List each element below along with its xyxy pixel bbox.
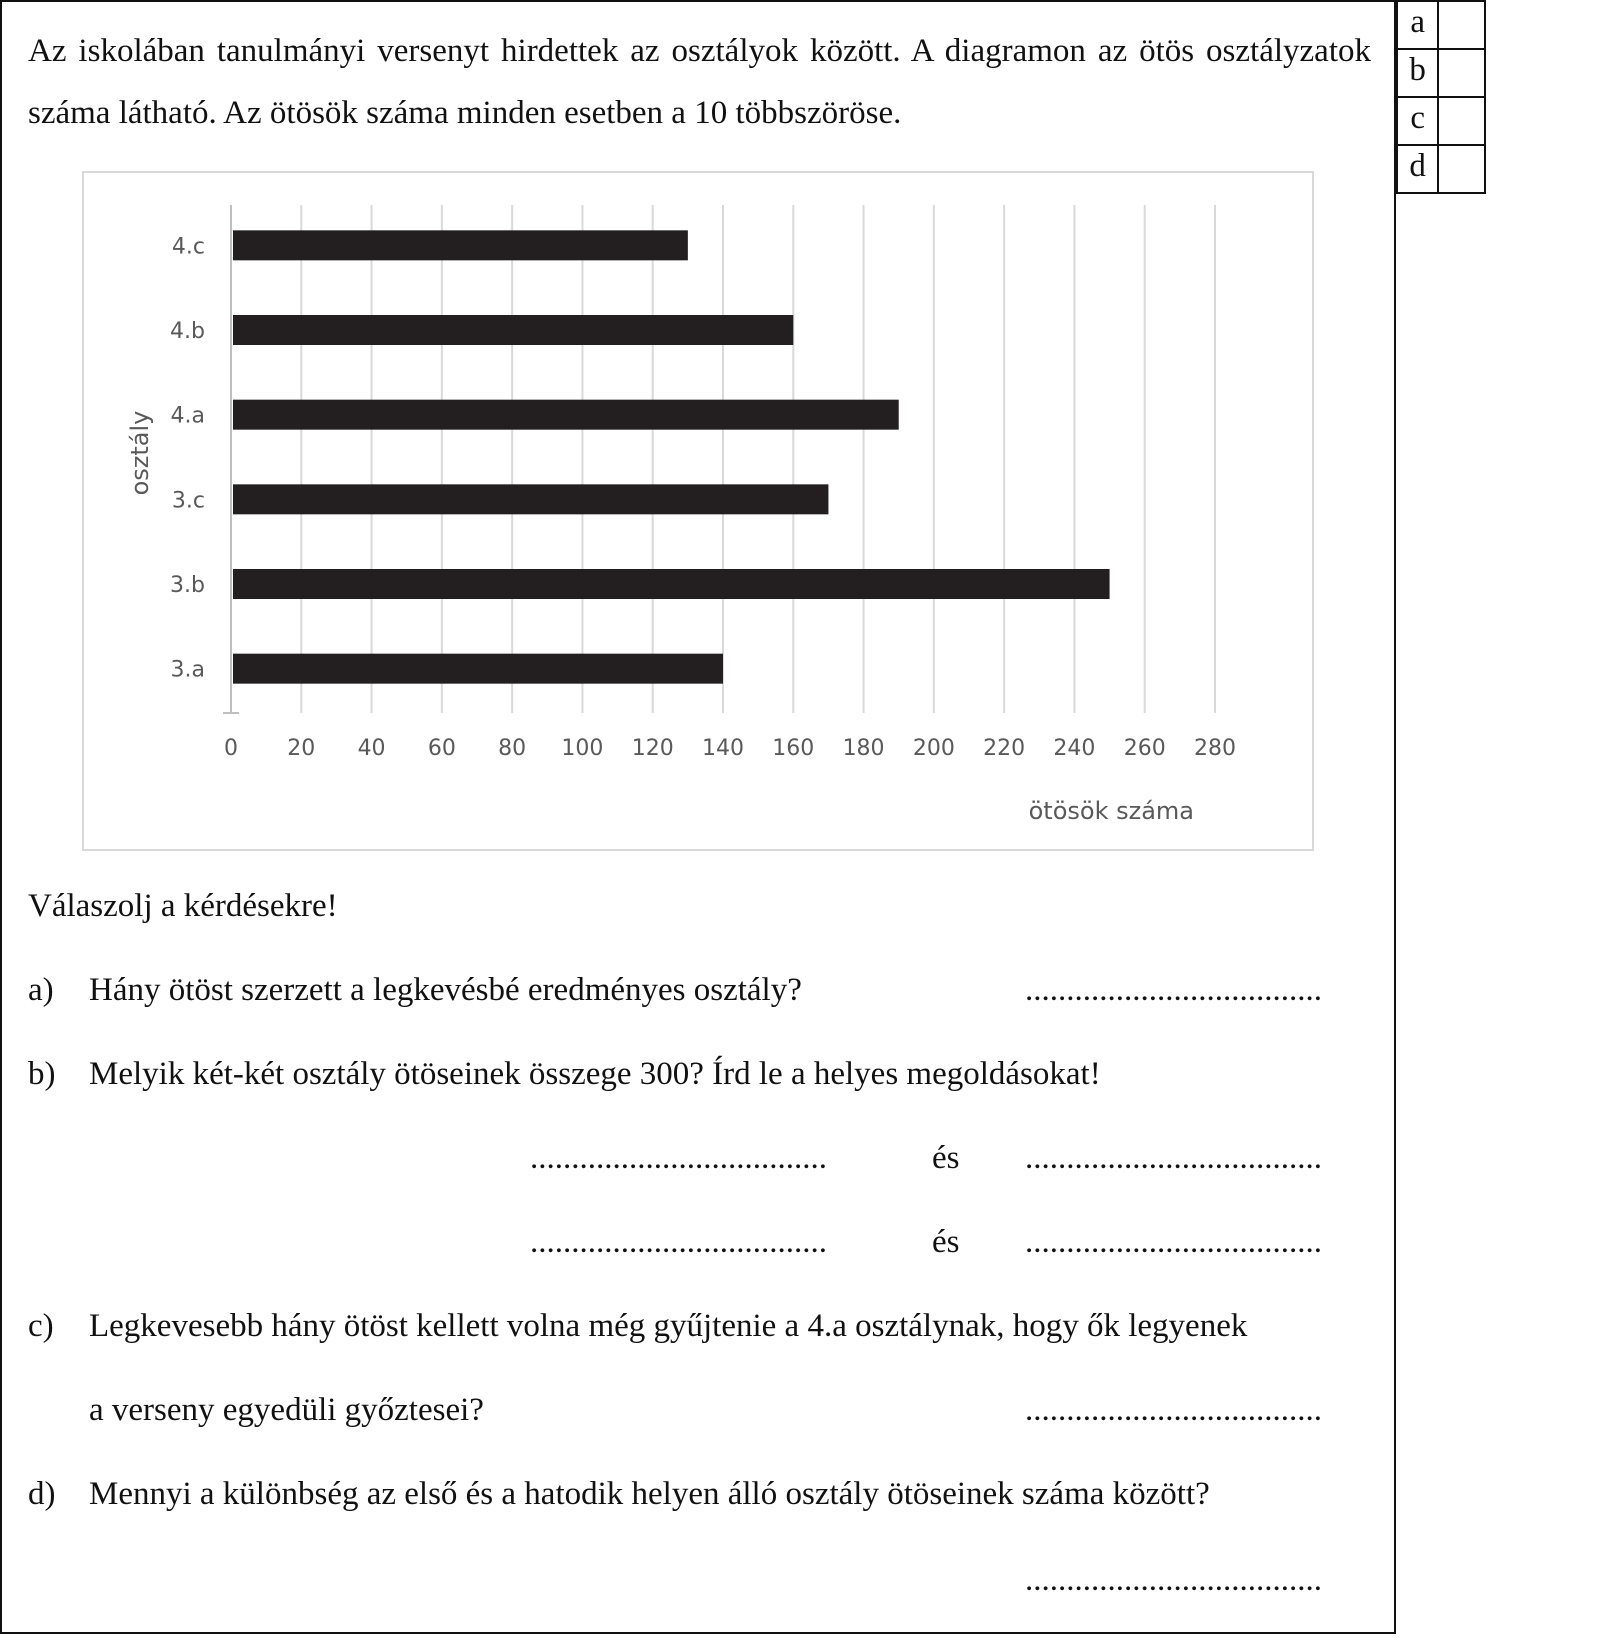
bar-3.b xyxy=(233,569,1110,599)
category-label-3.c: 3.c xyxy=(171,488,205,514)
question-a-label: a) xyxy=(28,972,54,1008)
bar-chart-svg xyxy=(84,173,1312,849)
question-b-label: b) xyxy=(28,1056,56,1092)
category-label-4.c: 4.c xyxy=(171,234,205,260)
x-tick-label-260: 260 xyxy=(1123,736,1166,761)
question-d-label: d) xyxy=(28,1476,56,1512)
bar-chart xyxy=(82,171,1314,851)
x-tick-label-0: 0 xyxy=(224,736,238,761)
category-label-4.a: 4.a xyxy=(170,403,205,429)
x-tick-label-40: 40 xyxy=(357,736,386,761)
x-tick-label-200: 200 xyxy=(912,736,955,761)
x-tick-label-240: 240 xyxy=(1053,736,1096,761)
bar-3.c xyxy=(233,484,828,514)
x-tick-label-280: 280 xyxy=(1194,736,1236,761)
question-a-text: Hány ötöst szerzett a legkevésbé eredményes osztály? xyxy=(89,972,802,1008)
question-c-text-line2: a verseny egyedüli győztesei? xyxy=(89,1392,484,1428)
score-label-b: b xyxy=(1397,49,1438,97)
x-tick-label-160: 160 xyxy=(772,736,815,761)
answer-c-blank[interactable]: .................................... xyxy=(1025,1392,1322,1428)
answer-b2-es: és xyxy=(932,1224,960,1260)
bar-3.a xyxy=(233,654,723,684)
x-tick-label-140: 140 xyxy=(702,736,744,761)
score-cell-d[interactable] xyxy=(1438,145,1485,193)
bar-4.b xyxy=(233,315,793,345)
x-tick-label-180: 180 xyxy=(842,736,885,761)
score-label-a: a xyxy=(1397,1,1438,49)
answer-a-blank[interactable]: .................................... xyxy=(1025,972,1322,1008)
prompt-text: Válaszolj a kérdésekre! xyxy=(28,888,338,924)
question-b-text: Melyik két-két osztály ötöseinek összege 300? Írd le a helyes megoldásokat! xyxy=(89,1056,1101,1092)
y-axis-title: osztály xyxy=(126,410,154,496)
score-cell-c[interactable] xyxy=(1438,97,1485,145)
bar-4.c xyxy=(233,230,688,260)
score-cell-a[interactable] xyxy=(1438,1,1485,49)
score-box xyxy=(1396,0,1486,194)
category-label-3.b: 3.b xyxy=(170,573,205,598)
score-cell-b[interactable] xyxy=(1438,49,1485,97)
x-tick-label-100: 100 xyxy=(561,736,604,761)
answer-b1-left-blank[interactable]: .................................... xyxy=(530,1140,827,1176)
x-tick-label-20: 20 xyxy=(287,736,316,761)
category-label-3.a: 3.a xyxy=(170,657,205,683)
answer-b1-es: és xyxy=(932,1140,960,1176)
answer-b2-left-blank[interactable]: .................................... xyxy=(530,1224,827,1260)
intro-text: Az iskolában tanulmányi versenyt hirdettek az osztályok között. A diagramon az ötös osztályzatok száma látható. Az ötösök száma minden esetben a 10 többszöröse. xyxy=(28,33,1371,131)
question-c-text-line1: Legkevesebb hány ötöst kellett volna még gyűjtenie a 4.a osztálynak, hogy ők legyenek xyxy=(89,1308,1248,1344)
question-c-label: c) xyxy=(28,1308,54,1344)
category-label-4.b: 4.b xyxy=(170,319,205,344)
x-tick-label-60: 60 xyxy=(427,736,456,761)
answer-d-blank[interactable]: .................................... xyxy=(1025,1562,1322,1598)
x-tick-label-220: 220 xyxy=(983,736,1026,761)
question-d-text: Mennyi a különbség az első és a hatodik helyen álló osztály ötöseinek száma között? xyxy=(89,1476,1210,1512)
x-tick-label-80: 80 xyxy=(498,736,527,761)
answer-b1-right-blank[interactable]: .................................... xyxy=(1025,1140,1322,1176)
answer-b2-right-blank[interactable]: .................................... xyxy=(1025,1224,1322,1260)
score-label-d: d xyxy=(1397,145,1438,193)
bar-4.a xyxy=(233,400,899,430)
score-label-c: c xyxy=(1397,97,1438,145)
x-tick-label-120: 120 xyxy=(631,736,674,761)
x-axis-title: ötösök száma xyxy=(1028,797,1194,825)
